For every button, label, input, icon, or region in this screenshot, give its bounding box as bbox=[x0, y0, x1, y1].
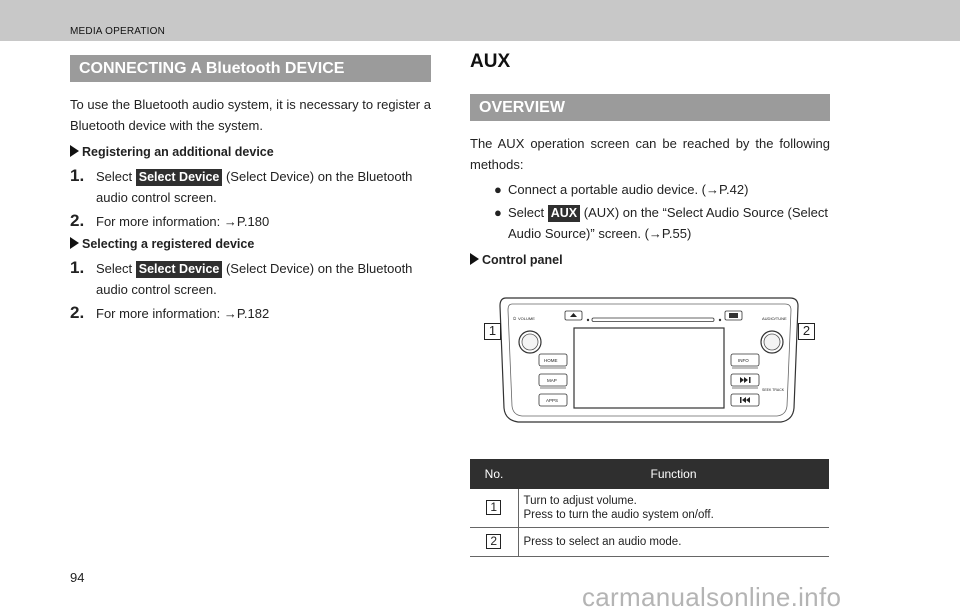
row-number-box: 2 bbox=[486, 534, 501, 549]
subheading-selecting bbox=[70, 234, 431, 254]
table-row bbox=[470, 527, 829, 556]
step-text: For more information: →P.182 bbox=[96, 306, 270, 321]
select-device-button: Select Device bbox=[136, 261, 223, 278]
bullet-select-aux bbox=[470, 202, 830, 244]
step-1-registering bbox=[70, 166, 431, 208]
step-number: 2. bbox=[70, 211, 85, 230]
triangle-bullet-icon bbox=[70, 237, 79, 249]
map-label: MAP bbox=[547, 378, 557, 383]
left-column bbox=[70, 55, 431, 324]
aux-button: AUX bbox=[548, 205, 580, 222]
watermark: carmanualsonline.info bbox=[582, 582, 842, 611]
bullet-dot-icon: ● bbox=[494, 182, 502, 197]
row-number-box: 1 bbox=[486, 500, 501, 515]
callout-1: 1 bbox=[484, 323, 501, 340]
table-row bbox=[470, 489, 829, 527]
bullet-text: Select AUX (AUX) on the “Select Audio Source (Select Audio Source)” screen. (→P.55) bbox=[508, 205, 829, 241]
step-text: Select Select Device (Select Device) on the Bluetooth audio control screen. bbox=[96, 261, 413, 297]
col-header-no: No. bbox=[470, 459, 518, 489]
step-text: For more information: →P.180 bbox=[96, 214, 270, 229]
row-number-cell bbox=[470, 527, 518, 556]
subheading-control-panel bbox=[470, 250, 830, 270]
bullet-connect-device bbox=[470, 179, 830, 200]
overview-intro: The AUX operation screen can be reached by the following methods: bbox=[470, 136, 830, 172]
svg-text:⏻: ⏻ bbox=[513, 316, 517, 321]
seek-track-label: SEEK TRACK bbox=[762, 388, 785, 392]
col-header-function: Function bbox=[518, 459, 829, 489]
triangle-bullet-icon bbox=[470, 253, 479, 265]
row-number-cell bbox=[470, 489, 518, 527]
subheading-label: Registering an additional device bbox=[82, 145, 274, 159]
step-2-registering bbox=[70, 211, 431, 232]
table-header-row bbox=[470, 459, 829, 489]
function-line: Turn to adjust volume. bbox=[523, 494, 637, 507]
aux-title: AUX bbox=[470, 51, 511, 72]
home-label: HOME bbox=[544, 358, 558, 363]
right-column bbox=[470, 50, 830, 270]
apps-label: APPS bbox=[546, 398, 559, 403]
step-number: 1. bbox=[70, 258, 85, 277]
function-cell bbox=[518, 489, 829, 527]
callout-2: 2 bbox=[798, 323, 815, 340]
step-number: 1. bbox=[70, 166, 85, 185]
function-line: Press to turn the audio system on/off. bbox=[523, 508, 714, 521]
step-2-selecting bbox=[70, 303, 431, 324]
function-table bbox=[470, 459, 829, 557]
page-header bbox=[0, 0, 960, 41]
header-title: MEDIA OPERATION bbox=[70, 26, 166, 37]
step-number: 2. bbox=[70, 303, 85, 322]
function-cell: Press to select an audio mode. bbox=[518, 527, 829, 556]
step-text: Select Select Device (Select Device) on the Bluetooth audio control screen. bbox=[96, 169, 413, 205]
step-1-selecting bbox=[70, 258, 431, 300]
section-title-overview: OVERVIEW bbox=[470, 94, 830, 121]
head-unit-drawing bbox=[478, 296, 820, 428]
bullet-dot-icon: ● bbox=[494, 205, 502, 220]
page-number: 94 bbox=[70, 570, 85, 585]
volume-label: VOLUME bbox=[518, 316, 535, 321]
info-label: INFO bbox=[738, 358, 749, 363]
bullet-text: Connect a portable audio device. (→P.42) bbox=[508, 182, 749, 197]
intro-text: To use the Bluetooth audio system, it is necessary to register a Bluetooth device with the system. bbox=[70, 97, 431, 133]
audio-tune-label: AUDIO/TUNE bbox=[762, 316, 787, 321]
section-title-connecting: CONNECTING A Bluetooth DEVICE bbox=[70, 55, 431, 82]
control-panel-illustration bbox=[478, 296, 820, 428]
subheading-label: Control panel bbox=[482, 253, 563, 267]
subheading-label: Selecting a registered device bbox=[82, 237, 255, 251]
subheading-registering bbox=[70, 142, 431, 162]
select-device-button: Select Device bbox=[136, 169, 223, 186]
triangle-bullet-icon bbox=[70, 145, 79, 157]
